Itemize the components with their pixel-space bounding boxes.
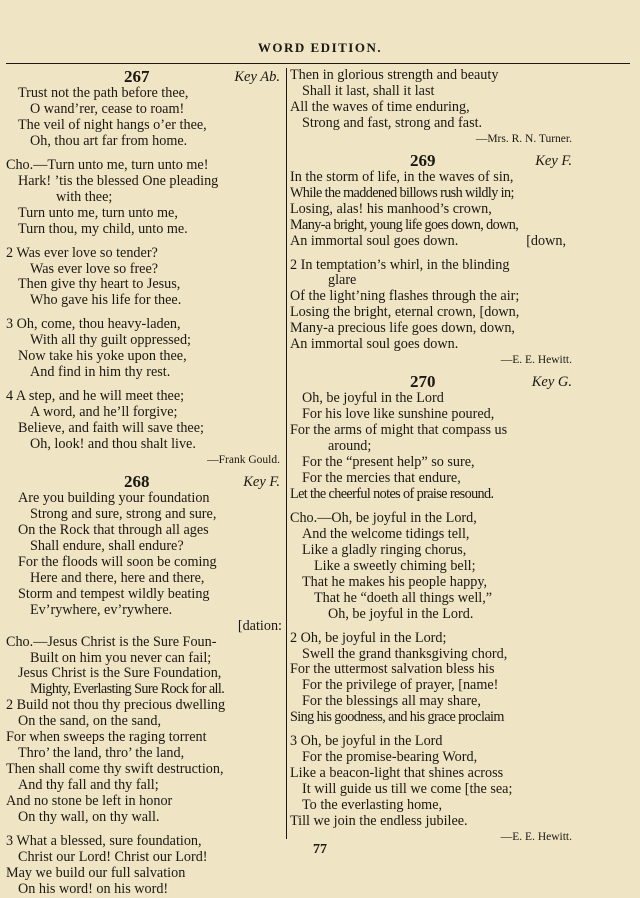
verse-line: The veil of night hangs o’er thee, — [18, 116, 207, 133]
verse-line: Of the light’ning flashes through the air; — [290, 288, 520, 305]
verse-line-tail: [down, — [526, 232, 566, 249]
verse-line: And find in him thy rest. — [30, 364, 171, 381]
verse-line: Strong and sure, strong and sure, — [30, 505, 217, 522]
verse-line: It will guide us till we come [the sea; — [302, 781, 513, 798]
verse-line: Oh, look! and thou shalt live. — [30, 436, 196, 453]
verse-line: [dation: — [237, 617, 282, 634]
verse-line: Christ our Lord! Christ our Lord! — [18, 848, 208, 865]
header-rule — [6, 63, 630, 64]
hymn-key: Key F. — [535, 152, 572, 169]
chorus-line: Hark! ’tis the blessed One pleading — [18, 172, 219, 189]
verse-line: Strong and fast, strong and fast. — [302, 114, 483, 131]
chorus-line: Like a sweetly chiming bell; — [314, 557, 476, 574]
chorus-line: Built on him you never can fail; — [30, 649, 212, 666]
verse-line: 3 Oh, be joyful in the Lord — [290, 733, 443, 750]
verse-line: All the waves of time enduring, — [290, 98, 470, 115]
hymn-number: 270 — [410, 372, 436, 392]
verse-line: Then shall come thy swift destruction, — [6, 761, 224, 778]
hymn-author: —Frank Gould. — [207, 454, 280, 467]
verse-line: On thy wall, on thy wall. — [18, 809, 160, 826]
verse-line: For when sweeps the raging torrent — [6, 729, 207, 746]
hymn-author: —E. E. Hewitt. — [500, 354, 572, 367]
chorus-line: That he “doeth all things well,” — [314, 589, 493, 606]
verse-line: Trust not the path before thee, — [18, 85, 189, 101]
verse-line: To the everlasting home, — [302, 797, 443, 814]
verse-line: Then in glorious strength and beauty — [290, 67, 499, 83]
running-head: WORD EDITION. — [257, 40, 383, 55]
verse-line: Here and there, here and there, — [30, 569, 205, 586]
verse-line: For the mercies that endure, — [302, 469, 461, 486]
verse-line: While the maddened billows rush wildly in; — [290, 184, 514, 201]
verse-line: For the arms of might that compass us — [290, 422, 508, 439]
hymn-number: 267 — [124, 67, 150, 86]
verse-line: 3 What a blessed, sure foundation, — [6, 832, 202, 849]
hymn-key: Key F. — [243, 473, 280, 490]
verse-line: Till we join the endless jubilee. — [290, 813, 468, 830]
verse-line: Losing the bright, eternal crown, [down, — [290, 304, 520, 321]
chorus-line: Jesus Christ is the Sure Foundation, — [18, 665, 222, 682]
verse-line: And no stone be left in honor — [6, 793, 173, 810]
hymn-number: 269 — [410, 150, 436, 170]
verse-line: For the uttermost salvation bless his — [290, 661, 495, 678]
verse-line: Now take his yoke upon thee, — [18, 348, 187, 365]
verse-line: On his word! on his word! — [18, 880, 169, 897]
verse-line: For the blessings all may share, — [302, 693, 481, 710]
verse-line: Many-a bright, young life goes down, down, — [290, 216, 519, 233]
verse-line: Swell the grand thanksgiving chord, — [302, 645, 508, 662]
hymn-author: —Mrs. R. N. Turner. — [475, 132, 572, 145]
verse-line: An immortal soul goes down. — [290, 336, 459, 353]
chorus-line: Turn thou, my child, unto me. — [18, 220, 188, 237]
chorus-line: Cho.—Oh, be joyful in the Lord, — [290, 509, 477, 526]
hymn-268-header — [6, 473, 282, 491]
verse-line: 3 Oh, come, thou heavy-laden, — [6, 316, 181, 333]
verse-line: For the floods will soon be coming — [18, 553, 217, 570]
verse-line: For his love like sunshine poured, — [302, 406, 495, 423]
chorus-line: Cho.—Jesus Christ is the Sure Foun- — [6, 633, 217, 650]
verse-line: Then give thy heart to Jesus, — [18, 276, 181, 293]
verse-line: glare — [328, 272, 357, 289]
verse-line: Oh, be joyful in the Lord — [302, 390, 444, 407]
verse-line: 2 Build not thou thy precious dwelling — [6, 697, 226, 714]
verse-line: With all thy guilt oppressed; — [30, 332, 191, 349]
verse-line: Believe, and faith will save thee; — [18, 420, 204, 437]
verse-line-text: An immortal soul goes down. — [290, 232, 459, 249]
right-column — [290, 68, 574, 846]
chorus-line: Turn unto me, turn unto me, — [18, 204, 178, 221]
verse-line: In the storm of life, in the waves of sin, — [290, 168, 514, 185]
chorus-line: Oh, be joyful in the Lord. — [328, 605, 474, 622]
hymn-author: —E. E. Hewitt. — [500, 830, 572, 843]
verse-line: around; — [328, 438, 372, 455]
chorus-line: Cho.—Turn unto me, turn unto me! — [6, 156, 209, 173]
left-column — [6, 68, 282, 898]
hymn-key: Key Ab. — [234, 69, 280, 85]
verse-line: On the Rock that through all ages — [18, 521, 209, 538]
verse-line: Oh, thou art far from home. — [30, 132, 188, 149]
chorus-line: And the welcome tidings tell, — [302, 525, 470, 542]
hymn-267-header — [6, 68, 282, 86]
hymn-key: Key G. — [531, 374, 572, 391]
hymn-270-header — [290, 373, 574, 391]
verse-line: For the “present help” so sure, — [302, 454, 475, 471]
hymn-number: 268 — [124, 471, 150, 491]
verse-line: For the privilege of prayer, [name! — [302, 677, 499, 694]
chorus-line: That he makes his people happy, — [302, 573, 488, 590]
page-number: 77 — [313, 842, 327, 857]
verse-line: Losing, alas! his manhood’s crown, — [290, 200, 492, 217]
verse-line: Sing his goodness, and his grace proclaim — [290, 709, 504, 726]
hymn-269-header — [290, 152, 574, 170]
verse-line — [290, 234, 574, 250]
verse-line: 2 Oh, be joyful in the Lord; — [290, 629, 447, 646]
chorus-line: Mighty, Everlasting Sure Rock for all. — [30, 681, 225, 698]
verse-line: Let the cheerful notes of praise resound. — [290, 485, 494, 502]
verse-line: Shall endure, shall endure? — [30, 537, 184, 554]
verse-line: For the promise-bearing Word, — [302, 749, 478, 766]
chorus-line: Like a gladly ringing chorus, — [302, 541, 467, 558]
verse-line: 2 Was ever love so tender? — [6, 244, 158, 261]
verse-line: May we build our full salvation — [6, 864, 186, 881]
verse-line: And thy fall and thy fall; — [18, 777, 159, 794]
verse-line: Are you building your foundation — [18, 489, 210, 506]
verse-line: Who gave his life for thee. — [30, 292, 182, 309]
verse-line: Storm and tempest wildly beating — [18, 585, 210, 602]
verse-line: Was ever love so free? — [30, 260, 159, 277]
verse-line: A word, and he’ll forgive; — [30, 404, 178, 421]
verse-line: O wand’rer, cease to roam! — [30, 100, 185, 117]
verse-line: On the sand, on the sand, — [18, 713, 162, 730]
verse-line: Shall it last, shall it last — [302, 82, 435, 99]
column-divider — [286, 68, 287, 839]
chorus-line: with thee; — [56, 188, 113, 205]
verse-line: Many-a precious life goes down, down, — [290, 320, 515, 337]
verse-line: 4 A step, and he will meet thee; — [6, 388, 185, 405]
verse-line: Like a beacon-light that shines across — [290, 765, 504, 782]
verse-line: Ev’rywhere, ev’rywhere. — [30, 601, 173, 618]
verse-line: 2 In temptation’s whirl, in the blinding — [290, 256, 510, 273]
verse-line: Thro’ the land, thro’ the land, — [18, 745, 185, 762]
